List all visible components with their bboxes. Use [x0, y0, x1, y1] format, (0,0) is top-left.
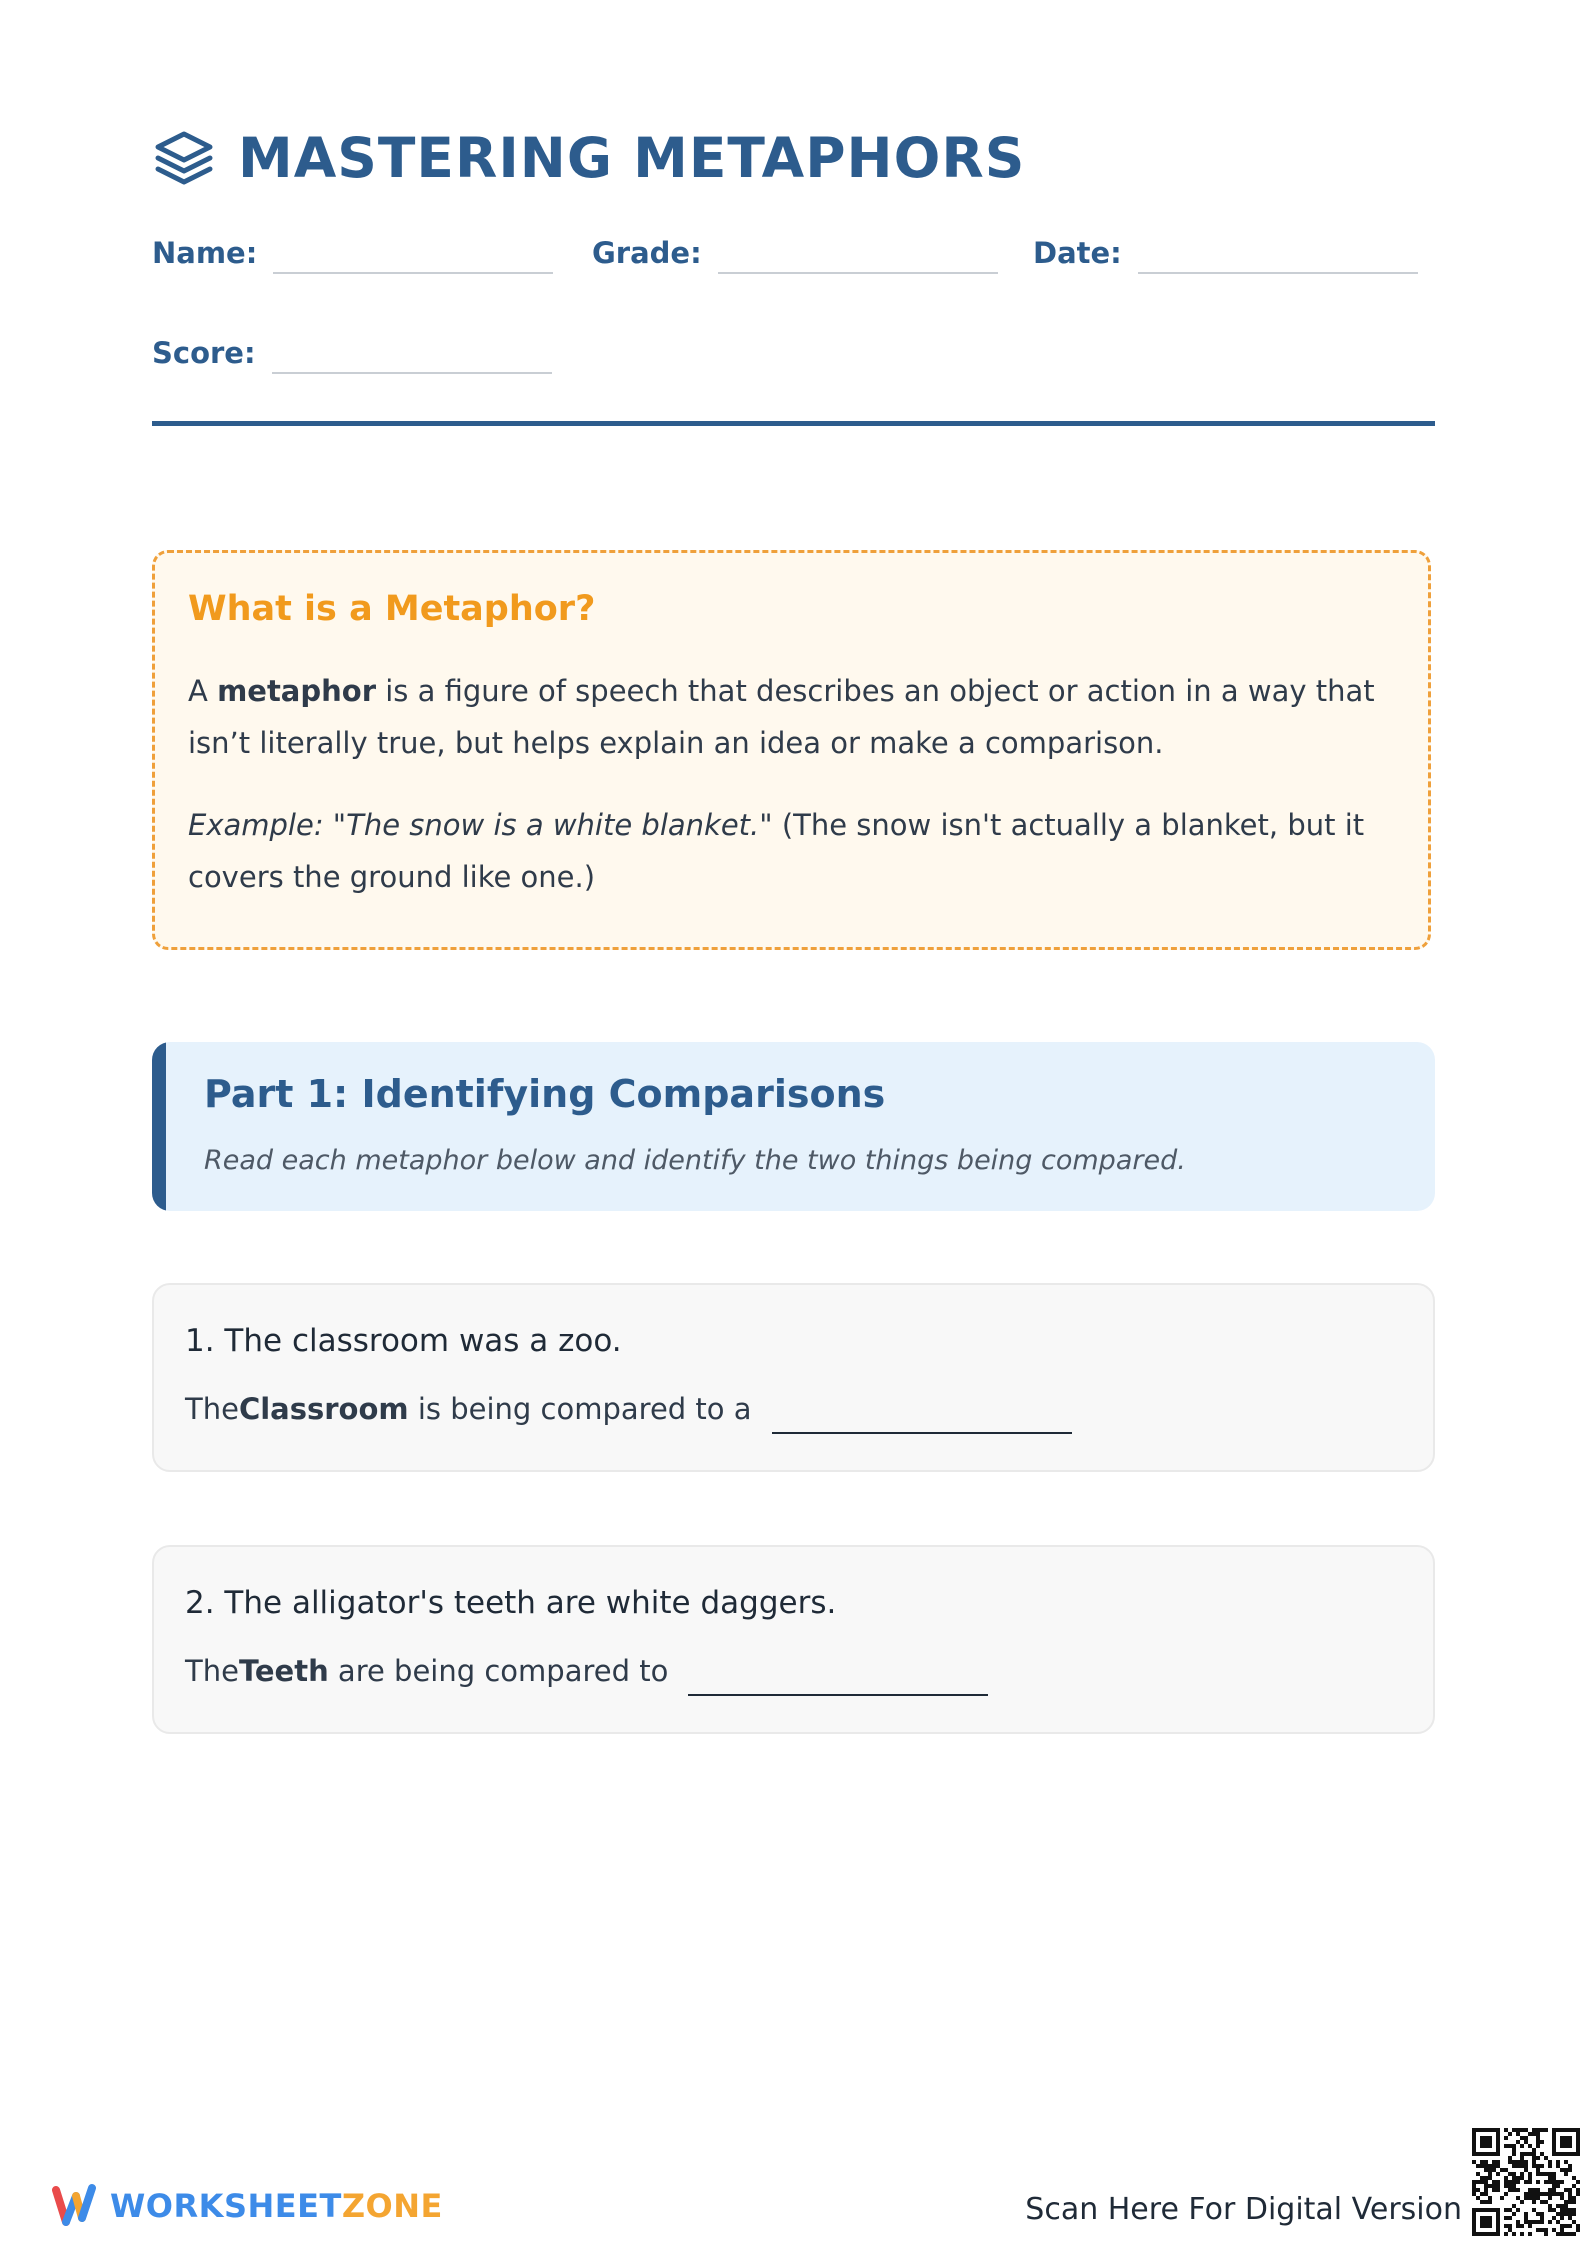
example-quote: Example: "The snow is a white blanket."	[188, 808, 773, 842]
part1-accent-bar	[152, 1042, 166, 1211]
name-input-line[interactable]	[273, 272, 553, 274]
question-2-title: 2. The alligator's teeth are white daggers.	[185, 1585, 837, 1621]
example-paragraph	[188, 799, 1395, 903]
part1-header	[152, 1042, 1435, 1211]
question-2-prompt-end: are being compared to	[328, 1654, 669, 1688]
question-2-answer-blank[interactable]	[688, 1694, 988, 1696]
date-input-line[interactable]	[1138, 272, 1418, 274]
date-field[interactable]	[1033, 236, 1418, 270]
date-label: Date:	[1033, 236, 1122, 270]
name-label: Name:	[152, 236, 258, 270]
grade-label: Grade:	[592, 236, 702, 270]
question-1-answer-blank[interactable]	[772, 1432, 1072, 1434]
score-field[interactable]	[152, 336, 552, 370]
logo-mark-icon	[52, 2182, 96, 2230]
score-input-line[interactable]	[272, 372, 552, 374]
qr-code-icon[interactable]	[1472, 2128, 1580, 2236]
scan-instruction: Scan Here For Digital Version	[1025, 2192, 1462, 2227]
score-label: Score:	[152, 336, 256, 370]
question-1-title: 1. The classroom was a zoo.	[185, 1323, 622, 1359]
title-row	[152, 118, 1025, 198]
header-divider	[152, 421, 1435, 426]
definition-paragraph	[188, 665, 1395, 769]
question-2-prompt	[185, 1654, 988, 1688]
question-1-prompt	[185, 1392, 1072, 1426]
logo-wordmark	[110, 2187, 443, 2225]
definition-text-end: is a figure of speech that describes an object or action in a way that isn’t literally true, but helps explain an idea or make a comparison.	[188, 674, 1375, 760]
question-1-prompt-end: is being compared to a	[408, 1392, 752, 1426]
part1-instructions: Read each metaphor below and identify the two things being compared.	[204, 1145, 1186, 1176]
example-explanation: (The snow isn't actually a blanket, but it covers the ground like one.)	[188, 808, 1365, 894]
page-title: MASTERING METAPHORS	[238, 126, 1026, 190]
part1-title: Part 1: Identifying Comparisons	[204, 1072, 886, 1116]
info-title: What is a Metaphor?	[188, 589, 596, 629]
logo-wordmark-accent: ZONE	[341, 2187, 443, 2225]
definition-keyword: metaphor	[217, 674, 377, 708]
question-card-1	[152, 1283, 1435, 1472]
worksheetzone-logo[interactable]	[52, 2182, 443, 2230]
logo-wordmark-primary: WORKSHEET	[110, 2187, 342, 2225]
question-card-2	[152, 1545, 1435, 1734]
definition-text-start: A	[188, 674, 218, 708]
question-2-subject: Teeth	[238, 1654, 329, 1688]
grade-input-line[interactable]	[718, 272, 998, 274]
question-2-prompt-start: The	[185, 1654, 239, 1688]
question-1-prompt-start: The	[185, 1392, 239, 1426]
name-field[interactable]	[152, 236, 553, 270]
metaphor-definition-box	[152, 550, 1431, 950]
question-1-subject: Classroom	[238, 1392, 409, 1426]
layers-icon	[152, 126, 216, 190]
grade-field[interactable]	[592, 236, 998, 270]
